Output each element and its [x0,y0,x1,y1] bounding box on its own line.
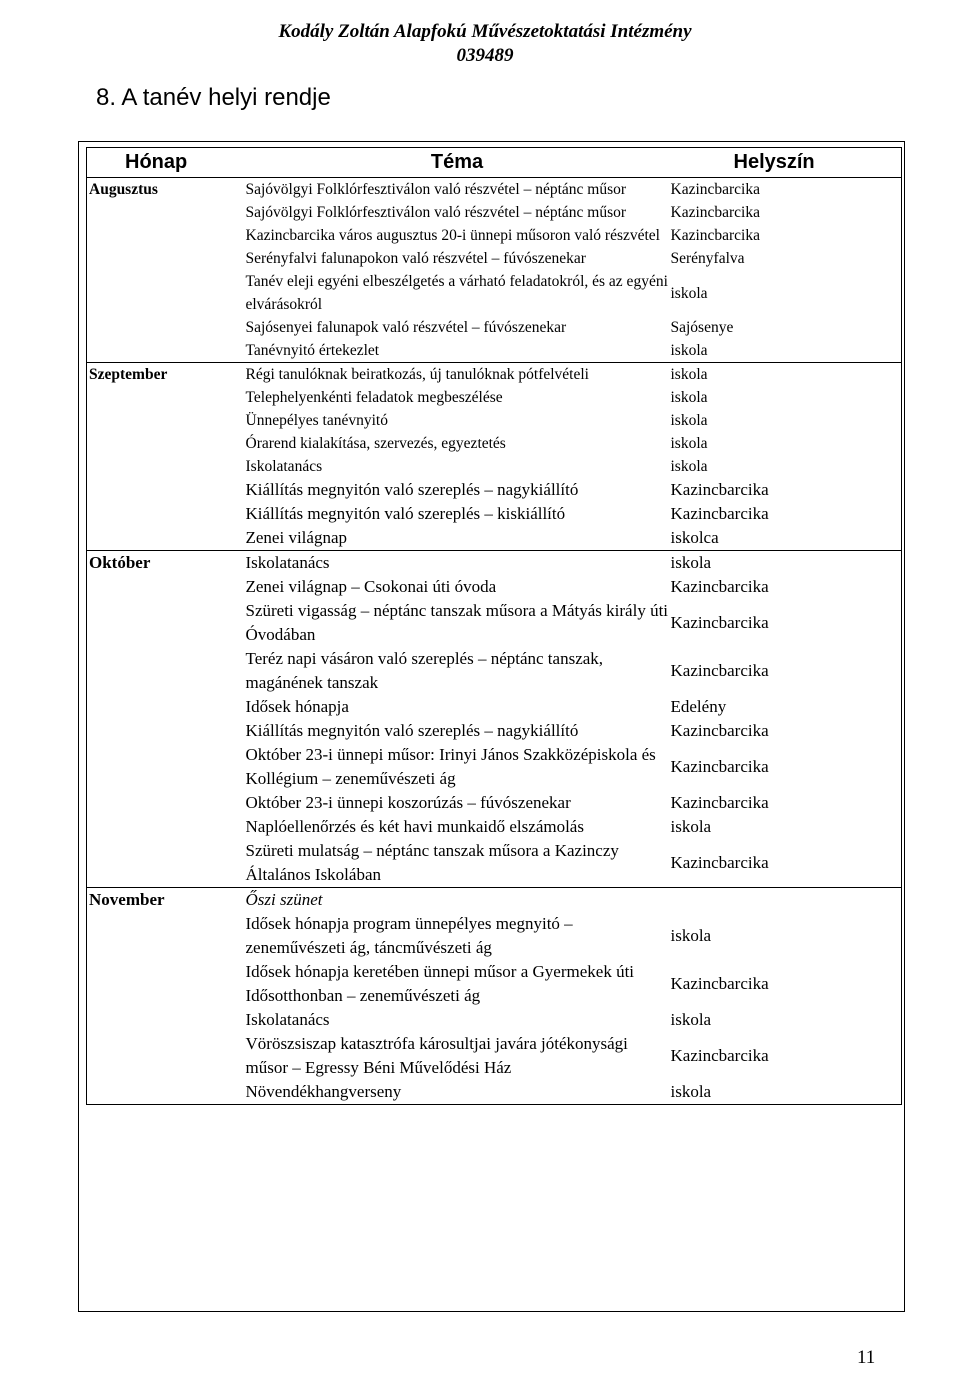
table-row [87,409,902,432]
table-header-row [87,148,902,178]
location-cell: Kazincbarcika [670,504,769,523]
table-row [87,912,902,960]
location-cell: iskola [670,1010,712,1029]
location-cell: Kazincbarcika [670,577,769,596]
topic-cell: Szüreti mulatság – néptánc tanszak műsora a Kazinczy Általános Iskolában [245,841,619,884]
location-cell [670,888,902,913]
location-cell: iskolca [670,528,719,547]
table-row [87,791,902,815]
month-cell [87,386,245,409]
topic-cell: Tanévnyitó értekezlet [245,342,380,359]
location-cell: Edelény [670,697,727,716]
topic-cell: Növendékhangverseny [245,1082,402,1101]
month-cell [87,647,245,695]
topic-cell: Idősek hónapja program ünnepélyes megnyitó – zeneművészeti ág, táncművészeti ág [245,914,573,957]
location-cell: Kazincbarcika [670,204,760,221]
location-cell: Sajósenye [670,319,734,336]
topic-cell: Naplóellenőrzés és két havi munkaidő elszámolás [245,817,584,836]
table-row [87,551,902,576]
table-row [87,386,902,409]
table-row [87,178,902,202]
location-cell: iskola [670,412,708,429]
month-cell [87,599,245,647]
institution-code: 039489 [456,45,514,66]
table-row [87,815,902,839]
topic-cell: Kiállítás megnyitón való szereplés – kiskiállító [245,504,566,523]
month-cell: Augusztus [89,181,158,198]
month-cell [87,409,245,432]
topic-cell: Vöröszsiszap katasztrófa károsultjai javára jótékonysági műsor – Egressy Béni Művelődési Ház [245,1034,628,1077]
month-cell [87,743,245,791]
topic-cell: Sajósenyei falunapok való részvétel – fúvószenekar [245,319,567,336]
table-row [87,743,902,791]
schedule-table [86,147,902,1105]
month-cell [87,719,245,743]
month-cell [87,1080,245,1105]
location-cell: Kazincbarcika [670,793,769,812]
table-row [87,1008,902,1032]
location-cell: iskola [670,363,902,387]
month-cell [87,526,245,551]
location-cell: Kazincbarcika [670,1046,769,1065]
table-row [87,1080,902,1105]
location-cell: Serényfalva [670,250,745,267]
month-cell [87,1032,245,1080]
location-cell: iskola [670,284,708,302]
topic-cell: Zenei világnap – Csokonai úti óvoda [245,577,497,596]
location-cell: iskola [670,926,712,945]
topic-cell: Ünnepélyes tanévnyitó [245,412,388,429]
table-row [87,224,902,247]
table-row [87,478,902,502]
topic-cell: Kiállítás megnyitón való szereplés – nagykiállító [245,721,579,740]
table-row [87,247,902,270]
topic-cell: Iskolatanács [245,551,670,576]
schedule-body [87,178,902,1105]
topic-cell: Régi tanulóknak beiratkozás, új tanulóknak pótfelvételi [245,363,670,387]
table-row [87,502,902,526]
topic-cell: Október 23-i ünnepi műsor: Irinyi János Szakközépiskola és Kollégium – zeneművészeti ág [245,745,656,788]
location-cell: iskola [670,817,712,836]
month-cell: Szeptember [87,363,245,387]
table-row [87,647,902,695]
location-cell: iskola [670,435,708,452]
topic-cell: Telephelyenkénti feladatok megbeszélése [245,389,503,406]
month-cell [87,912,245,960]
month-cell [87,455,245,478]
table-row [87,960,902,1008]
month-cell [87,270,245,316]
month-cell [87,339,245,363]
location-cell: iskola [670,342,708,359]
month-cell [87,478,245,502]
document-header [0,20,745,68]
topic-cell: Őszi szünet [245,888,670,913]
location-cell: Kazincbarcika [670,974,769,993]
table-row [87,455,902,478]
table-row [87,719,902,743]
location-cell: Kazincbarcika [670,853,769,872]
location-cell: Kazincbarcika [670,181,760,198]
month-cell [87,224,245,247]
header-location: Helyszín [670,148,902,178]
month-cell [87,502,245,526]
location-cell: iskola [670,389,708,406]
month-cell: Október [87,551,245,576]
month-cell [87,839,245,888]
table-row [87,432,902,455]
month-cell [87,791,245,815]
table-row [87,599,902,647]
table-row [87,339,902,363]
location-cell: Kazincbarcika [670,480,769,499]
table-row [87,270,902,316]
topic-cell: Órarend kialakítása, szervezés, egyeztetés [245,435,506,452]
month-cell [87,815,245,839]
table-row [87,695,902,719]
header-month: Hónap [87,148,245,178]
location-cell: iskola [670,551,902,576]
month-cell [87,201,245,224]
month-cell [87,316,245,339]
month-cell: November [87,888,245,913]
topic-cell: Kazincbarcika város augusztus 20-i ünnepi műsoron való részvétel [245,227,660,244]
topic-cell: Serényfalvi falunapokon való részvétel – fúvószenekar [245,250,586,267]
table-row [87,526,902,551]
location-cell: Kazincbarcika [670,721,769,740]
month-cell [87,432,245,455]
table-row [87,575,902,599]
month-cell [87,960,245,1008]
location-cell: Kazincbarcika [670,661,769,680]
topic-cell: Kiállítás megnyitón való szereplés – nagykiállító [245,480,579,499]
topic-cell: Idősek hónapja keretében ünnepi műsor a Gyermekek úti Idősotthonban – zeneművészeti ág [245,962,635,1005]
page-number: 11 [857,1347,876,1368]
topic-cell: Tanév eleji egyéni elbeszélgetés a várható feladatokról, és az egyéni elvárásokról [245,273,668,313]
topic-cell: Sajóvölgyi Folklórfesztiválon való részvétel – néptánc műsor [245,204,627,221]
header-topic: Téma [245,148,670,178]
location-cell: Kazincbarcika [670,757,769,776]
month-cell [87,695,245,719]
topic-cell: Zenei világnap [245,528,347,547]
table-row [87,316,902,339]
topic-cell: Idősek hónapja [245,697,349,716]
location-cell: iskola [670,1082,712,1101]
month-cell [87,1008,245,1032]
location-cell: Kazincbarcika [670,613,769,632]
topic-cell: Október 23-i ünnepi koszorúzás – fúvószenekar [245,793,571,812]
topic-cell: Iskolatanács [245,1010,330,1029]
month-cell [87,247,245,270]
institution-name: Kodály Zoltán Alapfokú Művészetoktatási Intézmény [278,21,692,42]
topic-cell: Iskolatanács [245,458,323,475]
table-row [87,839,902,888]
table-row [87,201,902,224]
month-cell [87,575,245,599]
topic-cell: Szüreti vigasság – néptánc tanszak műsora a Mátyás király úti Óvodában [245,601,669,644]
topic-cell: Teréz napi vásáron való szereplés – néptánc tanszak, magánének tanszak [245,649,604,692]
location-cell: iskola [670,458,708,475]
location-cell: Kazincbarcika [670,227,760,244]
table-row [87,1032,902,1080]
table-row [87,888,902,913]
table-row [87,363,902,387]
section-title: 8. A tanév helyi rendje [96,84,331,111]
topic-cell: Sajóvölgyi Folklórfesztiválon való részvétel – néptánc műsor [245,181,627,198]
